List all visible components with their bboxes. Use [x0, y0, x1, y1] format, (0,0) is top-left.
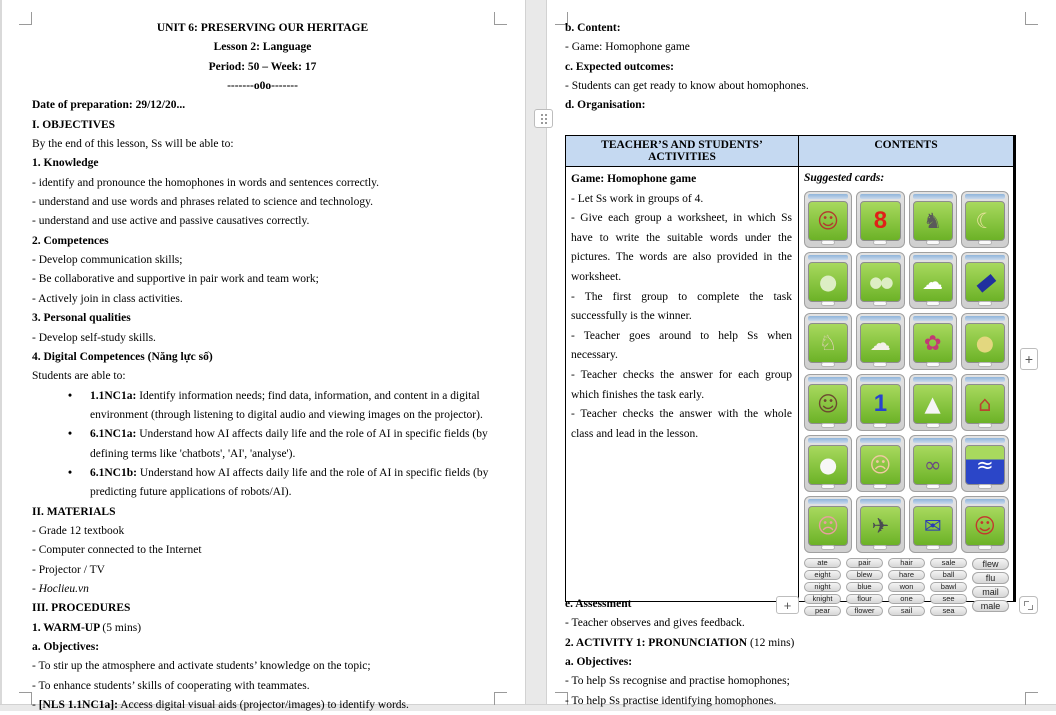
girl-eating-watermelon-icon: ☺ — [808, 201, 848, 241]
text-line: - Computer connected to the Internet — [32, 544, 202, 557]
card-title-bar — [965, 316, 1005, 321]
blue-recorder-icon: ▬ — [965, 262, 1005, 302]
text-line: - Teacher checks the answer with the whole class and lead in the lesson. — [571, 408, 792, 440]
binoculars-kid-icon: ∞ — [913, 445, 953, 485]
card-home-button — [926, 484, 940, 489]
card-title-bar — [808, 316, 848, 321]
card-title-bar — [913, 255, 953, 260]
grip-dots-icon — [541, 114, 543, 116]
word-chip: flower — [846, 606, 883, 616]
picture-card — [804, 191, 852, 248]
text-line: Period: 50 – Week: 17 — [208, 60, 317, 73]
card-title-bar — [860, 377, 900, 382]
crying-baby-icon: ☹ — [860, 445, 900, 485]
card-home-button — [821, 423, 835, 428]
crop-mark — [494, 692, 507, 705]
text-line: - Teacher observes and gives feedback. — [565, 617, 745, 630]
two-pears-icon: ●● — [860, 262, 900, 302]
table-header-row — [566, 136, 1013, 167]
card-title-bar — [965, 194, 1005, 199]
text-line: 2. ACTIVITY 1: PRONUNCIATION (12 mins) — [565, 636, 795, 649]
crop-mark — [1025, 692, 1038, 705]
picture-card — [856, 496, 904, 553]
crop-mark — [19, 692, 32, 705]
word-chip: hare — [888, 570, 925, 580]
number-one-icon: 1 — [860, 384, 900, 424]
text-line: - Teacher goes around to help Ss when necessary. — [571, 329, 792, 362]
picture-card — [961, 252, 1009, 309]
column-header-activities: TEACHER’S AND STUDENTS’ ACTIVITIES — [566, 136, 799, 166]
word-chip: eight — [804, 570, 841, 580]
crop-mark — [1025, 12, 1038, 25]
swimmer-sea-icon: ≈ — [965, 445, 1005, 485]
text-line: e. Assessment — [565, 598, 632, 610]
text-line: - understand and use active and passive causatives correctly. — [32, 215, 310, 228]
word-chip: ate — [804, 558, 841, 568]
card-home-button — [978, 362, 992, 367]
card-title-bar — [808, 438, 848, 443]
text-line: III. PROCEDURES — [32, 602, 131, 615]
number-eight-icon: 8 — [860, 201, 900, 241]
card-title-bar — [913, 194, 953, 199]
text-line: - Be collaborative and supportive in pair work and team work; — [32, 273, 319, 286]
card-title-bar — [808, 194, 848, 199]
card-title-bar — [808, 377, 848, 382]
text-line: - To help Ss practise identifying homophones. — [565, 694, 777, 707]
text-line: b. Content: — [565, 22, 621, 34]
text-line: 1. WARM-UP (5 mins) — [32, 621, 142, 634]
corner-arrows-icon — [1024, 601, 1033, 610]
text-line: - Students can get ready to know about homophones. — [565, 80, 809, 93]
picture-card — [909, 435, 957, 492]
crop-mark — [494, 12, 507, 25]
word-chip: one — [888, 594, 925, 604]
card-title-bar — [913, 438, 953, 443]
table-move-handle-icon[interactable] — [534, 109, 553, 128]
card-home-button — [978, 423, 992, 428]
blowing-cloud-icon: ☁ — [913, 262, 953, 302]
bullet-dot-icon: • — [68, 428, 73, 441]
picture-card — [804, 313, 852, 370]
text-line: a. Objectives: — [565, 656, 633, 669]
airplane-icon: ✈ — [860, 506, 900, 546]
sailboat-icon: ▲ — [913, 384, 953, 424]
word-chip: flour — [846, 594, 883, 604]
card-home-button — [926, 423, 940, 428]
card-home-button — [821, 484, 835, 489]
text-line: I. OBJECTIVES — [32, 118, 116, 131]
word-chip: won — [888, 582, 925, 592]
word-chip: ball — [930, 570, 967, 580]
card-title-bar — [913, 499, 953, 504]
card-home-button — [821, 545, 835, 550]
pear-icon: ● — [808, 262, 848, 302]
word-chip: sail — [888, 606, 925, 616]
homophone-cards-grid — [804, 191, 1009, 553]
baseball-icon: ● — [808, 445, 848, 485]
hare-icon: ♘ — [808, 323, 848, 363]
word-chip: see — [930, 594, 967, 604]
picture-card — [856, 374, 904, 431]
picture-card — [909, 496, 957, 553]
card-home-button — [926, 301, 940, 306]
picture-card — [909, 252, 957, 309]
word-chip: blue — [846, 582, 883, 592]
house-for-sale-icon: ⌂ — [965, 384, 1005, 424]
card-home-button — [978, 545, 992, 550]
card-home-button — [873, 362, 887, 367]
text-line: Date of preparation: 29/12/20... — [32, 99, 186, 112]
card-title-bar — [860, 438, 900, 443]
curly-hair-icon: ☁ — [860, 323, 900, 363]
column-header-contents: CONTENTS — [874, 139, 938, 151]
picture-card — [961, 435, 1009, 492]
text-line: - The first group to complete the task successfully is the winner. — [571, 290, 792, 323]
card-home-button — [926, 545, 940, 550]
picture-card — [856, 252, 904, 309]
text-line: -------o0o------- — [227, 80, 298, 93]
picture-card — [909, 374, 957, 431]
card-home-button — [873, 484, 887, 489]
text-line: - Give each group a worksheet, in which Ss have to write the suitable words under the pictures. The words are also provided in the worksheet. — [571, 212, 792, 283]
word-chip: sea — [930, 606, 967, 616]
picture-card — [909, 191, 957, 248]
text-line: Students are able to: — [32, 370, 126, 383]
picture-card — [961, 313, 1009, 370]
card-home-button — [821, 362, 835, 367]
picture-card — [961, 374, 1009, 431]
word-chip: hair — [888, 558, 925, 568]
picture-card — [856, 191, 904, 248]
add-button[interactable]: + — [776, 596, 799, 614]
word-chip: knight — [804, 594, 841, 604]
text-line: Lesson 2: Language — [213, 41, 312, 54]
card-title-bar — [808, 255, 848, 260]
moon-stars-icon: ☾ — [965, 201, 1005, 241]
card-home-button — [978, 301, 992, 306]
text-line: UNIT 6: PRESERVING OUR HERITAGE — [156, 22, 369, 34]
card-home-button — [926, 362, 940, 367]
text-line: - To enhance students’ skills of cooperating with teammates. — [32, 679, 310, 692]
word-chip: flu — [972, 572, 1009, 584]
winner-girl-icon: ☺ — [808, 384, 848, 424]
text-line: - To help Ss recognise and practise homophones; — [565, 675, 790, 688]
picture-card — [909, 313, 957, 370]
text-line: II. MATERIALS — [32, 505, 116, 518]
suggested-cards-label: Suggested cards: — [804, 172, 885, 184]
card-title-bar — [860, 255, 900, 260]
card-title-bar — [808, 499, 848, 504]
picture-card — [804, 374, 852, 431]
card-home-button — [821, 240, 835, 245]
word-chip: pear — [804, 606, 841, 616]
knight-icon: ♞ — [913, 201, 953, 241]
word-chip: flew — [972, 558, 1009, 570]
text-line: • 6.1NC1a: Understand how AI affects daily life and the role of AI in specific fields (by defining terms like 'chatbots', 'AI', 'analyse'). — [32, 425, 493, 464]
text-line: - Hoclieu.vn — [32, 582, 89, 595]
sick-boy-icon: ☹ — [808, 506, 848, 546]
text-line: - Game: Homophone game — [565, 41, 690, 54]
text-line: 1. Knowledge — [32, 157, 99, 170]
flour-sack-icon: ● — [965, 323, 1005, 363]
text-line: 2. Competences — [32, 234, 109, 247]
lesson-plan-body — [32, 19, 493, 715]
text-line: Game: Homophone game — [571, 173, 697, 185]
fit-selection-icon[interactable] — [1019, 596, 1038, 614]
picture-card — [856, 435, 904, 492]
page-left — [2, 0, 525, 712]
card-home-button — [873, 301, 887, 306]
card-home-button — [873, 545, 887, 550]
card-home-button — [926, 240, 940, 245]
text-line: - understand and use words and phrases related to science and technology. — [32, 196, 373, 209]
page-gap — [525, 0, 547, 711]
text-line: - Grade 12 textbook — [32, 524, 125, 537]
picture-card — [961, 191, 1009, 248]
card-title-bar — [860, 316, 900, 321]
card-title-bar — [965, 255, 1005, 260]
card-title-bar — [965, 499, 1005, 504]
text-line: - Let Ss work in groups of 4. — [571, 192, 704, 205]
card-home-button — [873, 423, 887, 428]
bullet-dot-icon: • — [68, 389, 73, 402]
word-chip: male — [972, 600, 1009, 612]
card-home-button — [821, 301, 835, 306]
text-line: - Projector / TV — [32, 563, 105, 576]
text-line: 3. Personal qualities — [32, 312, 131, 325]
card-home-button — [873, 240, 887, 245]
text-line: - identify and pronounce the homophones in words and sentences correctly. — [32, 176, 380, 189]
word-chip: night — [804, 582, 841, 592]
boy-icon: ☺ — [965, 506, 1005, 546]
text-line: - Develop self-study skills. — [32, 331, 156, 344]
page-right — [547, 0, 1056, 707]
text-line: d. Organisation: — [565, 99, 646, 112]
card-title-bar — [860, 194, 900, 199]
add-button[interactable]: + — [1020, 348, 1038, 370]
picture-card — [804, 435, 852, 492]
card-title-bar — [860, 499, 900, 504]
crop-mark — [19, 12, 32, 25]
activities-cell — [566, 167, 799, 601]
picture-card — [856, 313, 904, 370]
card-title-bar — [965, 377, 1005, 382]
text-line: - [NLS 1.1NC1a]: Access digital visual aids (projector/images) to identify words. — [32, 699, 409, 712]
flower-pot-icon: ✿ — [913, 323, 953, 363]
text-line: 4. Digital Competences (Năng lực số) — [32, 350, 213, 363]
word-chip: pair — [846, 558, 883, 568]
text-line: • 1.1NC1a: Identify information needs; find data, information, and content in a digital environment (through listening to digital audio and viewing images on the projector). — [32, 387, 493, 426]
card-title-bar — [913, 377, 953, 382]
bullet-dot-icon: • — [68, 466, 73, 479]
word-chip: sale — [930, 558, 967, 568]
text-line: By the end of this lesson, Ss will be able to: — [32, 138, 234, 151]
text-line: - To stir up the atmosphere and activate students’ knowledge on the topic; — [32, 660, 371, 673]
word-chip: mail — [972, 586, 1009, 598]
card-title-bar — [913, 316, 953, 321]
card-title-bar — [965, 438, 1005, 443]
text-line: - Teacher checks the answer for each group which finishes the task early. — [571, 368, 792, 401]
picture-card — [804, 496, 852, 553]
text-line: c. Expected outcomes: — [565, 60, 674, 73]
card-home-button — [978, 484, 992, 489]
text-line: - Actively join in class activities. — [32, 292, 183, 305]
card-home-button — [978, 240, 992, 245]
contents-cell — [799, 167, 1013, 615]
envelope-icon: ✉ — [913, 506, 953, 546]
text-line: a. Objectives: — [32, 641, 100, 653]
picture-card — [961, 496, 1009, 553]
picture-card — [804, 252, 852, 309]
word-chip: bawl — [930, 582, 967, 592]
word-chip: blew — [846, 570, 883, 580]
section-content-text — [565, 19, 1013, 116]
text-line: • 6.1NC1b: Understand how AI affects daily life and the role of AI in specific fields (by predicting future applications of robots/AI). — [32, 464, 493, 503]
text-line: - Develop communication skills; — [32, 254, 183, 267]
